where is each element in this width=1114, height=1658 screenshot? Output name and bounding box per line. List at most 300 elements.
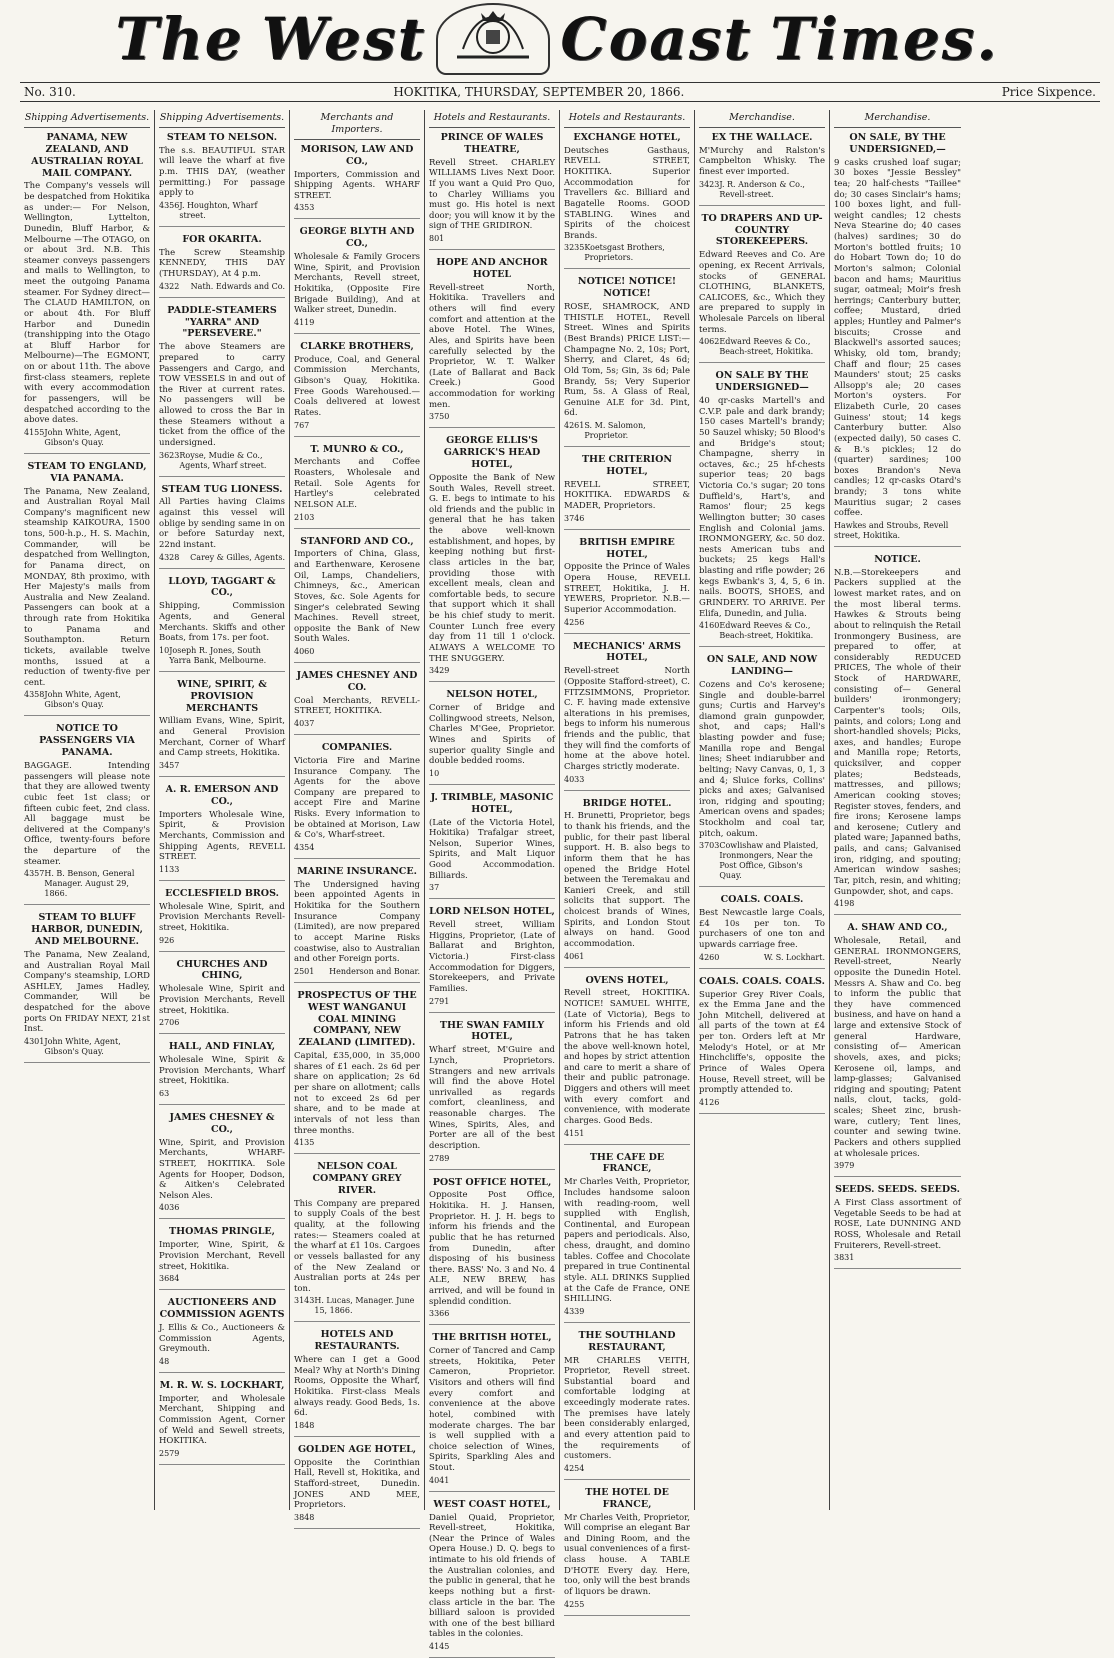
ad-footer: [159, 1203, 285, 1213]
advertisement: [834, 922, 961, 1177]
ad-heading: T. MUNRO & CO.,: [310, 443, 404, 455]
advertisement: [429, 1499, 555, 1658]
advertisement: [834, 132, 961, 547]
ad-footer: [564, 1307, 690, 1317]
ad-footer: [294, 719, 420, 729]
ad-footer: [699, 1098, 825, 1108]
advertisement: [699, 132, 825, 206]
ad-number: 4145: [429, 1642, 450, 1651]
advertisement: [834, 1184, 961, 1269]
ad-number: 926: [159, 935, 175, 945]
newspaper-columns: [20, 110, 1100, 1651]
ad-number: 4151: [564, 1128, 585, 1138]
ad-body: Mr Charles Veith, Proprietor, Includes handsome saloon with reading-room, well supplied with English, Continental, and European papers and periodicals. Also, chess, draught, and domino tables. Coffee and Chocolate prepared in true Continental style. ALL DRINKS Supplied at the Cafe de France, ONE SHILLING.: [564, 1177, 690, 1305]
ad-heading: PADDLE-STEAMERS "YARRA" AND "PERSEVERE.": [167, 304, 277, 340]
ad-number: 4033: [564, 774, 585, 784]
ad-number: 4062: [699, 337, 720, 347]
advertisement: [294, 742, 420, 859]
column-7: [830, 110, 965, 1510]
place-date: HOKITIKA, THURSDAY, SEPTEMBER 20, 1866.: [393, 85, 685, 99]
ad-signature: H. B. Benson, General Manager. August 29, 1866.: [44, 869, 135, 899]
advertisement: [24, 912, 150, 1063]
ad-body: MR CHARLES VEITH, Proprietor, Revell street. Substantial board and comfortable lodging at exceedingly moderate rates. The premises have lately been considerably enlarged, and every attention paid to the requirements of customers.: [564, 1355, 690, 1462]
advertisement: [159, 1041, 285, 1105]
ad-body: All Parties having Claims against this vessel will oblige by sending same in on or before Saturday next, 22nd instant.: [159, 497, 285, 550]
advertisement: [564, 1330, 690, 1480]
ad-number: 4357: [24, 869, 45, 879]
column-6: [695, 110, 830, 1510]
advertisement: [564, 537, 690, 634]
ad-body: Corner of Bridge and Collingwood streets, Nelson, Charles M'Gee, Proprietor. Wines and Spirits of superior quality Single and double bedded rooms.: [429, 703, 555, 767]
ad-heading: THE SWAN FAMILY HOTEL,: [439, 1019, 545, 1043]
advertisement: [699, 894, 825, 968]
advertisement: [294, 990, 420, 1154]
column-1: [20, 110, 155, 1510]
issue-number: No. 310.: [24, 85, 76, 99]
advertisement: [294, 341, 420, 437]
ad-number: 4260: [699, 952, 720, 962]
ad-footer: [429, 769, 555, 779]
ad-heading: STANFORD AND CO.,: [300, 535, 414, 547]
ad-body: Mr Charles Veith, Proprietor, Will comprise an elegant Bar and Dining Room, and the usual conveniences of a first-class house. A TABLE D'HOTE Every day. Here, too, only will the best brands of liquors be drawn.: [564, 1512, 690, 1597]
ad-footer: [24, 428, 150, 448]
advertisement: [699, 976, 825, 1114]
ad-body: Revell street, William Higgins, Proprietor, (Late of Ballarat and Brighton, Victoria.) First-class Accommodation for Diggers, Storekeepers, and Private Families.: [429, 920, 555, 994]
ad-body: Merchants and Coffee Roasters, Wholesale and Retail. Sole Agents for Hartley's celebrated NELSON ALE.: [294, 457, 420, 510]
column-5: [560, 110, 695, 1609]
ad-signature: Koetsgast Brothers, Proprietors.: [584, 243, 665, 263]
ad-signature: John White, Agent, Gibson's Quay.: [44, 690, 121, 710]
royal-crest-icon: [436, 3, 550, 75]
ad-body: The Panama, New Zealand, and Australian Royal Mail Company's steamship, LORD ASHLEY, James Hadley, Commander, Will be despatched for the above ports On FRIDAY NEXT, 21st Inst.: [24, 949, 150, 1035]
ad-heading: ECCLESFIELD BROS.: [165, 887, 279, 899]
advertisement: [159, 305, 285, 477]
ad-footer: [699, 180, 825, 200]
ad-heading: FOR OKARITA.: [182, 233, 262, 245]
ad-body: J. Ellis & Co., Auctioneers & Commission Agents, Greymouth.: [159, 1322, 285, 1355]
ad-heading: ON SALE, AND NOW LANDING—: [706, 654, 818, 677]
ad-footer: [294, 318, 420, 328]
advertisement: [159, 576, 285, 672]
ad-number: 3623: [159, 450, 180, 460]
ad-body: Importers of China, Glass, and Earthenware, Kerosene Oil, Lamps, Chandeliers, Chimneys, &c., American Stoves, &c. Sole Agents for Singer's celebrated Sewing Machines. Revell street, opposite the Bank of New South Wales.: [294, 549, 420, 645]
ad-footer: [159, 1274, 285, 1284]
ad-footer: [699, 337, 825, 357]
ad-heading: EX THE WALLACE.: [711, 131, 813, 143]
ad-footer: [699, 841, 825, 881]
ad-heading: TO DRAPERS AND UP-COUNTRY STOREKEEPERS.: [701, 212, 823, 248]
ad-heading: LLOYD, TAGGART & CO.,: [168, 575, 276, 599]
advertisement: [564, 132, 690, 270]
ad-body: (Late of the Victoria Hotel, Hokitika) Trafalgar street, Nelson, Superior Wines, Spirits, and Malt Liquor Good Accommodation. Billiards.: [429, 817, 555, 881]
ad-heading: OVENS HOTEL,: [585, 974, 669, 986]
ad-footer: [294, 647, 420, 657]
advertisement: [159, 234, 285, 298]
ad-body: Produce, Coal, and General Commission Merchants, Gibson's Quay, Hokitika. Free Goods Warehoused.—Coals delivered at lowest Rates.: [294, 354, 420, 418]
ad-heading: A. SHAW AND CO.,: [847, 922, 948, 934]
ad-heading: JAMES CHESNEY AND CO.: [296, 670, 418, 693]
advertisement: [24, 723, 150, 905]
ad-heading: STEAM TO BLUFF HARBOR, DUNEDIN, AND MELBOURNE.: [31, 912, 143, 947]
ad-number: 2706: [159, 1018, 180, 1028]
ad-number: 4037: [294, 719, 315, 728]
ad-body: Importers Wholesale Wine, Spirit, & Provision Merchants, Commission and Shipping Agents, REVELL STREET.: [159, 809, 285, 863]
ad-heading: WEST COAST HOTEL,: [433, 1498, 551, 1510]
advertisement: [429, 1020, 555, 1170]
ad-heading: STEAM TUG LIONESS.: [161, 483, 283, 495]
ad-heading: EXCHANGE HOTEL,: [573, 131, 681, 143]
ad-signature: John White, Agent, Gibson's Quay.: [44, 427, 121, 447]
ad-footer: [294, 1421, 420, 1431]
ad-number: 4135: [294, 1138, 315, 1148]
advertisement: [294, 226, 420, 334]
ad-number: 4126: [699, 1097, 720, 1107]
ad-body: Revell-street North, Hokitika. Travellers and others will find every comfort and attention at the above Hotel. The Wines, Ales, and Spirits have been carefully selected by the Proprietor, W. T. Walker (Late of Ballarat and Back Creek.) Good accommodation for working men.: [429, 282, 555, 410]
ad-body: Importer, and Wholesale Merchant, Shipping and Commission Agent, Corner of Weld and Sewell streets, HOKITIKA.: [159, 1393, 285, 1447]
advertisement: [699, 654, 825, 887]
ad-heading: NELSON HOTEL,: [446, 689, 538, 701]
ad-signature: Cowlishaw and Plaisted, Ironmongers, Near the Post Office, Gibson's Quay.: [719, 841, 819, 881]
ad-heading: THE BRITISH HOTEL,: [432, 1332, 552, 1344]
ad-number: 3143: [294, 1296, 315, 1306]
ad-body: Capital, £35,000, in 35,000 shares of £1 each. 2s 6d per share on application; 2s 6d per share on allotment; calls not to exceed 2s 6d per share, and to be made at intervals of not less than three months.: [294, 1051, 420, 1136]
ad-heading: M. R. W. S. LOCKHART,: [159, 1379, 285, 1391]
ad-footer: [294, 513, 420, 523]
ad-signature: J. R. Anderson & Co., Revell-street.: [719, 179, 805, 199]
ad-footer: [159, 553, 285, 563]
ad-footer: [159, 1357, 285, 1367]
column-heading: Merchants and Importers.: [294, 110, 420, 140]
advertisement: [834, 554, 961, 915]
ad-heading: SEEDS. SEEDS. SEEDS.: [835, 1184, 960, 1196]
dateline: [20, 82, 1100, 102]
ad-body: Opposite Post Office, Hokitika. H. J. Hansen, Proprietor. H. J. H. begs to inform his friends and the public that he has returned from Dunedin, after disposing of his business there. BASS' No. 3 and No. 4 ALE, NEW BREW, has arrived, and will be found in splendid condition.: [429, 1190, 555, 1307]
ad-body: Wholesale Wine, Spirit & Provision Merchants, Wharf street, Hokitika.: [159, 1055, 285, 1087]
ad-footer: [294, 1138, 420, 1148]
column-heading: Merchandise.: [699, 110, 825, 128]
advertisement: [429, 435, 555, 682]
ad-number: 3703: [699, 841, 720, 851]
ad-heading: POST OFFICE HOTEL,: [432, 1176, 552, 1188]
advertisement: [699, 370, 825, 647]
ad-body: H. Brunetti, Proprietor, begs to thank his friends, and the public, for their past liberal support. H. B. also begs to inform them that he has opened the Bridge Hotel between the Teremakau and Kanieri Creek, and still solicits that support. The choicest brands of Wines, Spirits, and London Stout always on hand. Good accommodation.: [564, 811, 690, 949]
ad-body: Wholesale, Retail, and GENERAL IRONMONGERS, Revell-street, Nearly opposite the Dunedin Hotel. Messrs A. Shaw and Co. beg to inform the public that they have commenced business, and have on hand a large and extensive Stock of general Hardware, consisting of— American shovels, axes, and picks; Kerosene oil, lamps, and lamp-glasses; Galvanised ridging and spouting; Patent nails, clout, tacks, gold-scales; Sheet zinc, brush-ware, cutlery; Tent lines, counter and sewing twine. Packers and others supplied at wholesale prices.: [834, 936, 961, 1159]
ad-footer: [429, 1642, 555, 1652]
ad-body: Wholesale Wine, Spirit and Provision Merchants, Revell street, Hokitika.: [159, 984, 285, 1016]
advertisement: [699, 213, 825, 364]
ad-footer: [834, 1161, 961, 1171]
ad-number: 4256: [564, 617, 585, 627]
ad-number: 10: [429, 768, 440, 778]
advertisement: [294, 444, 420, 529]
ad-number: 2501: [294, 966, 315, 976]
ad-footer: [834, 899, 961, 909]
ad-number: 3831: [834, 1253, 855, 1263]
ad-signature: Carey & Gilles, Agents.: [190, 552, 285, 562]
ad-heading: BRIDGE HOTEL.: [582, 797, 672, 809]
ad-body: The Panama, New Zealand, and Australian Royal Mail Company's magnificent new steamship KAIKOURA, 1500 tons, 500-h.p., H. S. Machin, Commander, will be despatched from Wellington, for Panama direct, on MONDAY, 8th proximo, with Her Majesty's mails from Australia and New Zealand. Passengers can book at a through rate from Hokitika to Panama and Southampton. Return tickets, available twelve months, issued at a reduction of twenty-five per cent.: [24, 486, 150, 688]
ad-footer: [564, 1464, 690, 1474]
ad-heading: THOMAS PRINGLE,: [169, 1226, 275, 1238]
column-heading: Shipping Advertisements.: [24, 110, 150, 128]
ad-heading: LORD NELSON HOTEL,: [429, 906, 555, 918]
ad-footer: [564, 514, 690, 524]
ad-body: 9 casks crushed loaf sugar; 30 boxes "Jessie Bessley" tea; 20 half-chests "Taillee" do; 30 cases Sinclair's hams; 100 boxes light, and full-weight candles; 12 chests Neva Stearine do; 40 cases (halves) sardines; 30 do Morton's bottled fruits; 10 do Hobart Town do; 10 do Morton's salmon; Colonial bacon and hams; Mauritius sugar, oatmeal; Moir's fresh herrings; Canterbury butter, coffee; Mustard, dried apples; Huntley and Palmer's biscuits; Crosse and Blackwell's assorted sauces; Whisky, old tom, brandy; Chaff and flour; 25 cases Maunders' stout; 25 casks Allsopp's ale; 20 cases Morton's oysters. For Elizabeth Curle, 20 cases Guiness' stout; 14 kegs Canterbury butter. Also (expected daily), 50 cases C. & B.'s pickles; 12 do (quarter) sardines; 100 boxes Brandon's Neva candles; 12 qr-casks Otard's brandy; 3 tons white Mauritius sugar; 2 cases coffee.: [834, 157, 961, 519]
ad-number: 3750: [429, 412, 450, 422]
advertisement: [159, 679, 285, 777]
ad-number: 63: [159, 1088, 170, 1098]
advertisement: [564, 641, 690, 791]
ad-signature: Nath. Edwards and Co.: [190, 281, 285, 291]
ad-footer: [564, 1129, 690, 1139]
advertisement: [159, 784, 285, 881]
ad-footer: [159, 1089, 285, 1099]
ad-footer: [24, 869, 150, 899]
ad-footer: [294, 1296, 420, 1316]
ad-body: Wholesale Wine, Spirit, and Provision Merchants Revell-street, Hokitika.: [159, 901, 285, 933]
ad-heading: THE CRITERION HOTEL,: [581, 454, 673, 477]
advertisement: [294, 670, 420, 735]
ad-signature: Joseph R. Jones, South Yarra Bank, Melbourne.: [169, 645, 267, 665]
ad-footer: [159, 1449, 285, 1459]
ad-heading: NOTICE TO PASSENGERS VIA PANAMA.: [39, 723, 135, 759]
ad-body: Importer, Wine, Spirit, & Provision Merchant, Revell street, Hokitika.: [159, 1240, 285, 1272]
masthead: [0, 0, 1114, 78]
ad-number: 4356: [159, 200, 180, 210]
ad-heading: NOTICE.: [874, 553, 921, 565]
column-heading: Shipping Advertisements.: [159, 110, 285, 128]
advertisement: [429, 792, 555, 900]
ad-footer: [159, 936, 285, 946]
ad-heading: ON SALE BY THE UNDERSIGNED—: [715, 370, 809, 394]
ad-body: Deutsches Gasthaus, REVELL STREET, HOKITIKA. Superior Accommodation for Travellers &c. Billiard and Bagatelle Rooms. GOOD STABLING. Wines and Spirits of the choicest Brands.: [564, 145, 690, 241]
ad-number: 2789: [429, 1153, 450, 1163]
ad-signature: H. Lucas, Manager. June 15, 1866.: [314, 1296, 415, 1316]
ad-signature: John White, Agent, Gibson's Quay.: [44, 1036, 121, 1056]
ad-heading: NELSON COAL COMPANY GREY RIVER.: [312, 1161, 402, 1196]
advertisement: [24, 132, 150, 454]
ad-heading: BRITISH EMPIRE HOTEL,: [579, 536, 675, 560]
ad-signature: W. S. Lockhart.: [763, 952, 825, 962]
column-3: [290, 110, 425, 1522]
advertisement: [294, 144, 420, 220]
ad-footer: [24, 1037, 150, 1057]
ad-footer: [564, 775, 690, 785]
ad-body: Victoria Fire and Marine Insurance Company. The Agents for the above Company are prepared to accept Fire and Marine Risks. Every information to be obtained at Morison, Law & Co's, Wharf-street.: [294, 755, 420, 841]
advertisement: [159, 959, 285, 1035]
masthead-word-2: West: [261, 5, 427, 73]
advertisement: [564, 1152, 690, 1323]
ad-footer: [429, 1154, 555, 1164]
ad-body: This Company are prepared to supply Coals of the best quality, at the following rates:— Steamers coaled at the wharf at £1 10s. Cargoes or vessels ballasted for any of the New Zealand or Australian ports at 24s per ton.: [294, 1198, 420, 1294]
ad-footer: [699, 953, 825, 963]
ad-body: Opposite the Bank of New South Wales, Revell street. G. E. begs to intimate to his old friends and the public in general that he has taken the above well-known establishment, and hopes, by keeping nothing but first-class articles in the bar, providing those with excellent meals, clean and comfortable beds, to secure that support which it shall be his chief study to merit. Counter Lunch free every day from 11 till 1 o'clock. ALWAYS A WELCOME TO THE SNUGGERY.: [429, 472, 555, 664]
ad-heading: MARINE INSURANCE.: [297, 865, 417, 877]
ad-heading: COMPANIES.: [321, 742, 393, 753]
ad-heading: STEAM TO NELSON.: [166, 131, 278, 143]
ad-footer: [564, 421, 690, 441]
ad-body: The Screw Steamship KENNEDY, THIS DAY (THURSDAY), At 4 p.m.: [159, 247, 285, 279]
ad-body: Wholesale & Family Grocers Wine, Spirit, and Provision Merchants, Revell street, Hokitika, (Opposite Fire Brigade Building), And at Walker street, Dunedin.: [294, 252, 420, 316]
ad-body: Opposite the Corinthian Hall, Revell st, Hokitika, and Stafford-street, Dunedin. JONES AND MEE, Proprietors.: [294, 1457, 420, 1511]
ad-heading: HALL, AND FINLAY,: [168, 1041, 276, 1053]
ad-number: 4036: [159, 1203, 180, 1213]
ad-signature: J. Houghton, Wharf street.: [179, 200, 258, 220]
ad-body: Shipping, Commission Agents, and General Merchants. Skiffs and other Boats, from 17s. per foot.: [159, 601, 285, 644]
ad-number: 4322: [159, 281, 180, 291]
column-2: [155, 110, 290, 1510]
ad-heading: JAMES CHESNEY & CO.,: [169, 1111, 275, 1135]
ad-body: The Undersigned having been appointed Agents in Hokitika for the Southern Insurance Company (Limited), are now prepared to accept Marine Risks coastwise, also to Australian and other Foreign ports.: [294, 879, 420, 965]
ad-footer: [159, 451, 285, 471]
ad-number: 3979: [834, 1161, 855, 1171]
ad-footer: [564, 618, 690, 628]
advertisement: [159, 1112, 285, 1220]
advertisement: [294, 1444, 420, 1529]
ad-heading: WINE, SPIRIT, & PROVISION MERCHANTS: [177, 678, 267, 714]
ad-signature: Hawkes and Stroubs, Revell street, Hokitika.: [834, 520, 949, 540]
ad-number: 767: [294, 420, 310, 430]
ad-footer: [834, 521, 961, 541]
ad-signature: Edward Reeves & Co., Beach-street, Hokitika.: [719, 621, 814, 641]
ad-signature: Royse, Mudie & Co., Agents, Wharf street.: [179, 450, 267, 470]
ad-number: 4261: [564, 421, 585, 430]
ad-footer: [159, 646, 285, 666]
ad-body: ROSE, SHAMROCK, AND THISTLE HOTEL, Revell Street. Wines and Spirits (Best Brands) PRICE LIST:— Champagne No. 2, 10s; Port, Sherry, and Claret, 4s 6d; Old Tom, 5s; Gin, 3s 6d; Pale Brandy, 5s; Very Superior Rum, 5s. A Glass of Real, Genuine ALE for 3d. Pint, 6d.: [564, 302, 690, 419]
ad-number: 4328: [159, 552, 180, 562]
ad-number: 4041: [429, 1475, 450, 1485]
ad-number: 10: [159, 645, 170, 655]
ad-signature: S. M. Salomon, Proprietor.: [584, 421, 646, 440]
ad-footer: [429, 1309, 555, 1319]
advertisement: [429, 132, 555, 250]
ad-body: Where can I get a Good Meal? Why at North's Dining Rooms, Opposite the Wharf, Hokitika. First-class Meals always ready. Good Beds, 1s. 6d.: [294, 1355, 420, 1419]
ad-number: 4255: [564, 1599, 585, 1609]
ad-number: 4254: [564, 1463, 585, 1473]
ad-number: 4061: [564, 951, 585, 961]
ad-number: 3423: [699, 179, 720, 189]
ad-heading: CLARKE BROTHERS,: [300, 340, 414, 352]
ad-body: M'Murchy and Ralston's Campbelton Whisky. The finest ever imported.: [699, 145, 825, 177]
ad-number: 4301: [24, 1036, 45, 1046]
advertisement: [159, 1380, 285, 1465]
ad-body: Importers, Commission and Shipping Agents. WHARF STREET.: [294, 169, 420, 201]
ad-body: Revell Street. CHARLEY WILLIAMS Lives Next Door. If you want a Quid Pro Quo, to Charley Williams you must go. His hotel is next door; you will know it by the sign of THE GRIDIRON.: [429, 157, 555, 232]
ad-number: 4160: [699, 621, 720, 631]
ad-footer: [834, 1253, 961, 1263]
column-heading: Hotels and Restaurants.: [429, 110, 555, 128]
ad-heading: CHURCHES AND CHING,: [176, 958, 268, 982]
ad-body: Revell-street North (Opposite Stafford-street), C. FITZSIMMONS, Proprietor. C. F. having made extensive alterations in his premises, begs to inform his numerous friends and the public, that they will find the comforts of home at the above hotel. Charges strictly moderate.: [564, 666, 690, 772]
ad-body: Coal Merchants, REVELL-STREET, HOKITIKA.: [294, 695, 420, 717]
ad-footer: [429, 997, 555, 1007]
ad-footer: [294, 421, 420, 431]
ad-number: 3457: [159, 760, 180, 770]
ad-body: Cozens and Co's kerosene; Single and double-barrel guns; Curtis and Harvey's diamond grain gunpowder, shot, and caps; Hall's blasting powder and fuse; Manilla rope and Bengal lines; Sheet indiarubber and belting; Navy Canvas, 0, 1, 3 and 4; Sluice forks, Collins' picks and axes; Galvanised iron, ridging and spouting; American ovens and spades; Stockholm and coal tar, pitch, oakum.: [699, 679, 825, 839]
advertisement: [429, 257, 555, 428]
ad-number: 1848: [294, 1420, 315, 1430]
price: Price Sixpence.: [1001, 85, 1096, 99]
ad-body: Wharf street, M'Guire and Lynch, Proprietors. Strangers and new arrivals will find the above Hotel unrivalled as regards comfort, cleanliness, and reasonable charges. The Wines, Spirits, Ales, and Porter are all of the best description.: [429, 1045, 555, 1151]
ad-body: Best Newcastle large Coals, £4 10s per ton. To purchasers of one ton and upwards carriage free.: [699, 908, 825, 950]
ad-heading: PANAMA, NEW ZEALAND, AND AUSTRALIAN ROYAL MAIL COMPANY.: [31, 131, 143, 179]
ad-footer: [429, 412, 555, 422]
ad-number: 4060: [294, 647, 315, 656]
masthead-word-3: Coast: [560, 5, 753, 73]
ad-number: 3366: [429, 1309, 450, 1319]
ad-footer: [429, 1476, 555, 1486]
advertisement: [294, 1161, 420, 1322]
ad-number: 3235: [564, 243, 585, 253]
advertisement: [159, 888, 285, 952]
ad-number: 3684: [159, 1274, 180, 1284]
ad-heading: GOLDEN AGE HOTEL,: [297, 1443, 417, 1455]
ad-number: 3746: [564, 513, 585, 523]
ad-footer: [159, 282, 285, 292]
ad-number: 4155: [24, 427, 45, 437]
ad-body: Edward Reeves and Co. Are opening, ex Recent Arrivals, stocks of GENERAL CLOTHING, BLANKETS, CALICOES, &c., Which they are prepared to supply in Wholesale Parcels on liberal terms.: [699, 250, 825, 335]
masthead-word-4: Times.: [770, 5, 999, 73]
advertisement: [564, 276, 690, 447]
ad-number: 1133: [159, 864, 180, 874]
advertisement: [159, 1297, 285, 1373]
advertisement: [294, 1329, 420, 1437]
ad-body: The s.s. BEAUTIFUL STAR will leave the wharf at five p.m. THIS DAY, (weather permitting.) For passage apply to: [159, 145, 285, 199]
crest-emblem-icon: [443, 9, 543, 69]
ad-body: The above Steamers are prepared to carry Passengers and Cargo, and TOW VESSELS in and out of the River at current rates. No passengers will be allowed to cross the Bar in these Steamers without a ticket from the office of the undersigned.: [159, 342, 285, 448]
ad-heading: NOTICE! NOTICE! NOTICE!: [577, 276, 677, 300]
ad-footer: [699, 621, 825, 641]
ad-body: Opposite the Prince of Wales Opera House, REVELL STREET, Hokitika, J. H. YEWERS, Proprietor. N.B.—Superior Accommodation.: [564, 562, 690, 615]
advertisement: [24, 461, 150, 717]
ad-number: 3848: [294, 1512, 315, 1522]
ad-heading: STEAM TO ENGLAND, VIA PANAMA.: [27, 460, 147, 484]
ad-footer: [429, 234, 555, 244]
ad-heading: GEORGE BLYTH AND CO.,: [299, 226, 415, 250]
advertisement: [294, 866, 420, 983]
ad-body: Revell street, HOKITIKA. NOTICE! SAMUEL WHITE, (Late of Victoria), Begs to inform his Friends and old Patrons that he has taken the above well-known hotel, and hopes by strict attention and care to merit a share of their and public patronage. Diggers and others will meet with every comfort and convenience, with moderate charges. Good Beds.: [564, 988, 690, 1126]
ad-number: 4339: [564, 1306, 585, 1316]
ad-footer: [294, 843, 420, 853]
ad-footer: [294, 967, 420, 977]
ad-heading: MORISON, LAW AND CO.,: [300, 143, 414, 167]
advertisement: [564, 454, 690, 530]
advertisement: [429, 1177, 555, 1326]
ad-footer: [294, 203, 420, 213]
ad-number: 48: [159, 1356, 170, 1366]
ad-number: 4119: [294, 317, 315, 327]
ad-body: N.B.—Storekeepers and Packers supplied at the lowest market rates, and on the most liberal terms. Hawkes & Strouts being about to relinquish the Retail Ironmongery Business, are prepared to offer, at considerably REDUCED PRICES, The whole of their Stock of HARDWARE, consisting of— General builders' ironmongery; Carpenter's tools; Oils, paints, and colors; Long and short-handled shovels; Picks, axes, and handles; Europe and Manilla rope; Retorts, quicksilver, and copper plates; Bedsteads, mattresses, and pillows; American cooking stoves; Register stoves, fenders, and fire irons; Kerosene lamps and kerosene; Cutlery and plated ware; Japanned baths, pails, and cans; Galvanised iron, ridging, and spouting; American window sashes; Tar, pitch, resin, and whiting; Gunpowder, shot, and caps.: [834, 567, 961, 897]
ad-footer: [564, 243, 690, 263]
advertisement: [159, 1226, 285, 1290]
ad-footer: [429, 666, 555, 676]
advertisement: [159, 132, 285, 227]
ad-heading: THE CAFE DE FRANCE,: [589, 1151, 665, 1175]
column-heading: Hotels and Restaurants.: [564, 110, 690, 128]
ad-number: 2791: [429, 996, 450, 1006]
ad-body: Corner of Tancred and Camp streets, Hokitika, Peter Cameron, Proprietor. Visitors and others will find every comfort and convenience at the above hotel, combined with moderate charges. The bar is well supplied with a choice selection of Wines, Spirits, Sparkling Ales and Stout.: [429, 1346, 555, 1473]
ad-body: 40 qr-casks Martell's and C.V.P. pale and dark brandy; 150 cases Martell's brandy; 50 Sauzel whisky; 50 Blood's and Bridge's stout; Champagne, sherry in octaves, &c.; 25 hf-chests superior teas; 20 bags Victoria Co.'s sugar; 20 tons Duffield's, Hart's, and Ramos' flour; 25 kegs Wellington butter; 30 cases English and Colonial jams. IRONMONGERY, &c. 50 doz. nests American tubs and buckets; 25 kegs Hall's blasting and rifle powder; 26 kegs Ewbank's 3, 4, 5, 6 in. nails. BOOTS, SHOES, and GRINDERY. TO ARRIVE. Per Elifa, Dunedin, and Julia.: [699, 396, 825, 619]
ad-heading: ON SALE, BY THE UNDERSIGNED,—: [849, 131, 946, 155]
column-4: [425, 110, 560, 1651]
ad-signature: Edward Reeves & Co., Beach-street, Hokitika.: [719, 337, 814, 357]
ad-footer: [564, 1600, 690, 1610]
ad-number: 4198: [834, 899, 855, 909]
ad-heading: PROSPECTUS OF THE WEST WANGANUI COAL MINING COMPANY, NEW ZEALAND (LIMITED).: [297, 989, 417, 1049]
ad-body: Daniel Quaid, Proprietor, Revell-street, Hokitika, (Near the Prince of Wales Opera House.) D. Q. begs to intimate to his old friends of the Australian colonies, and the public in general, that he keeps nothing but a first-class article in the bar. The billiard saloon is provided with one of the best billiard tables in the colonies.: [429, 1512, 555, 1640]
ad-number: 37: [429, 883, 440, 893]
ad-footer: [429, 883, 555, 893]
